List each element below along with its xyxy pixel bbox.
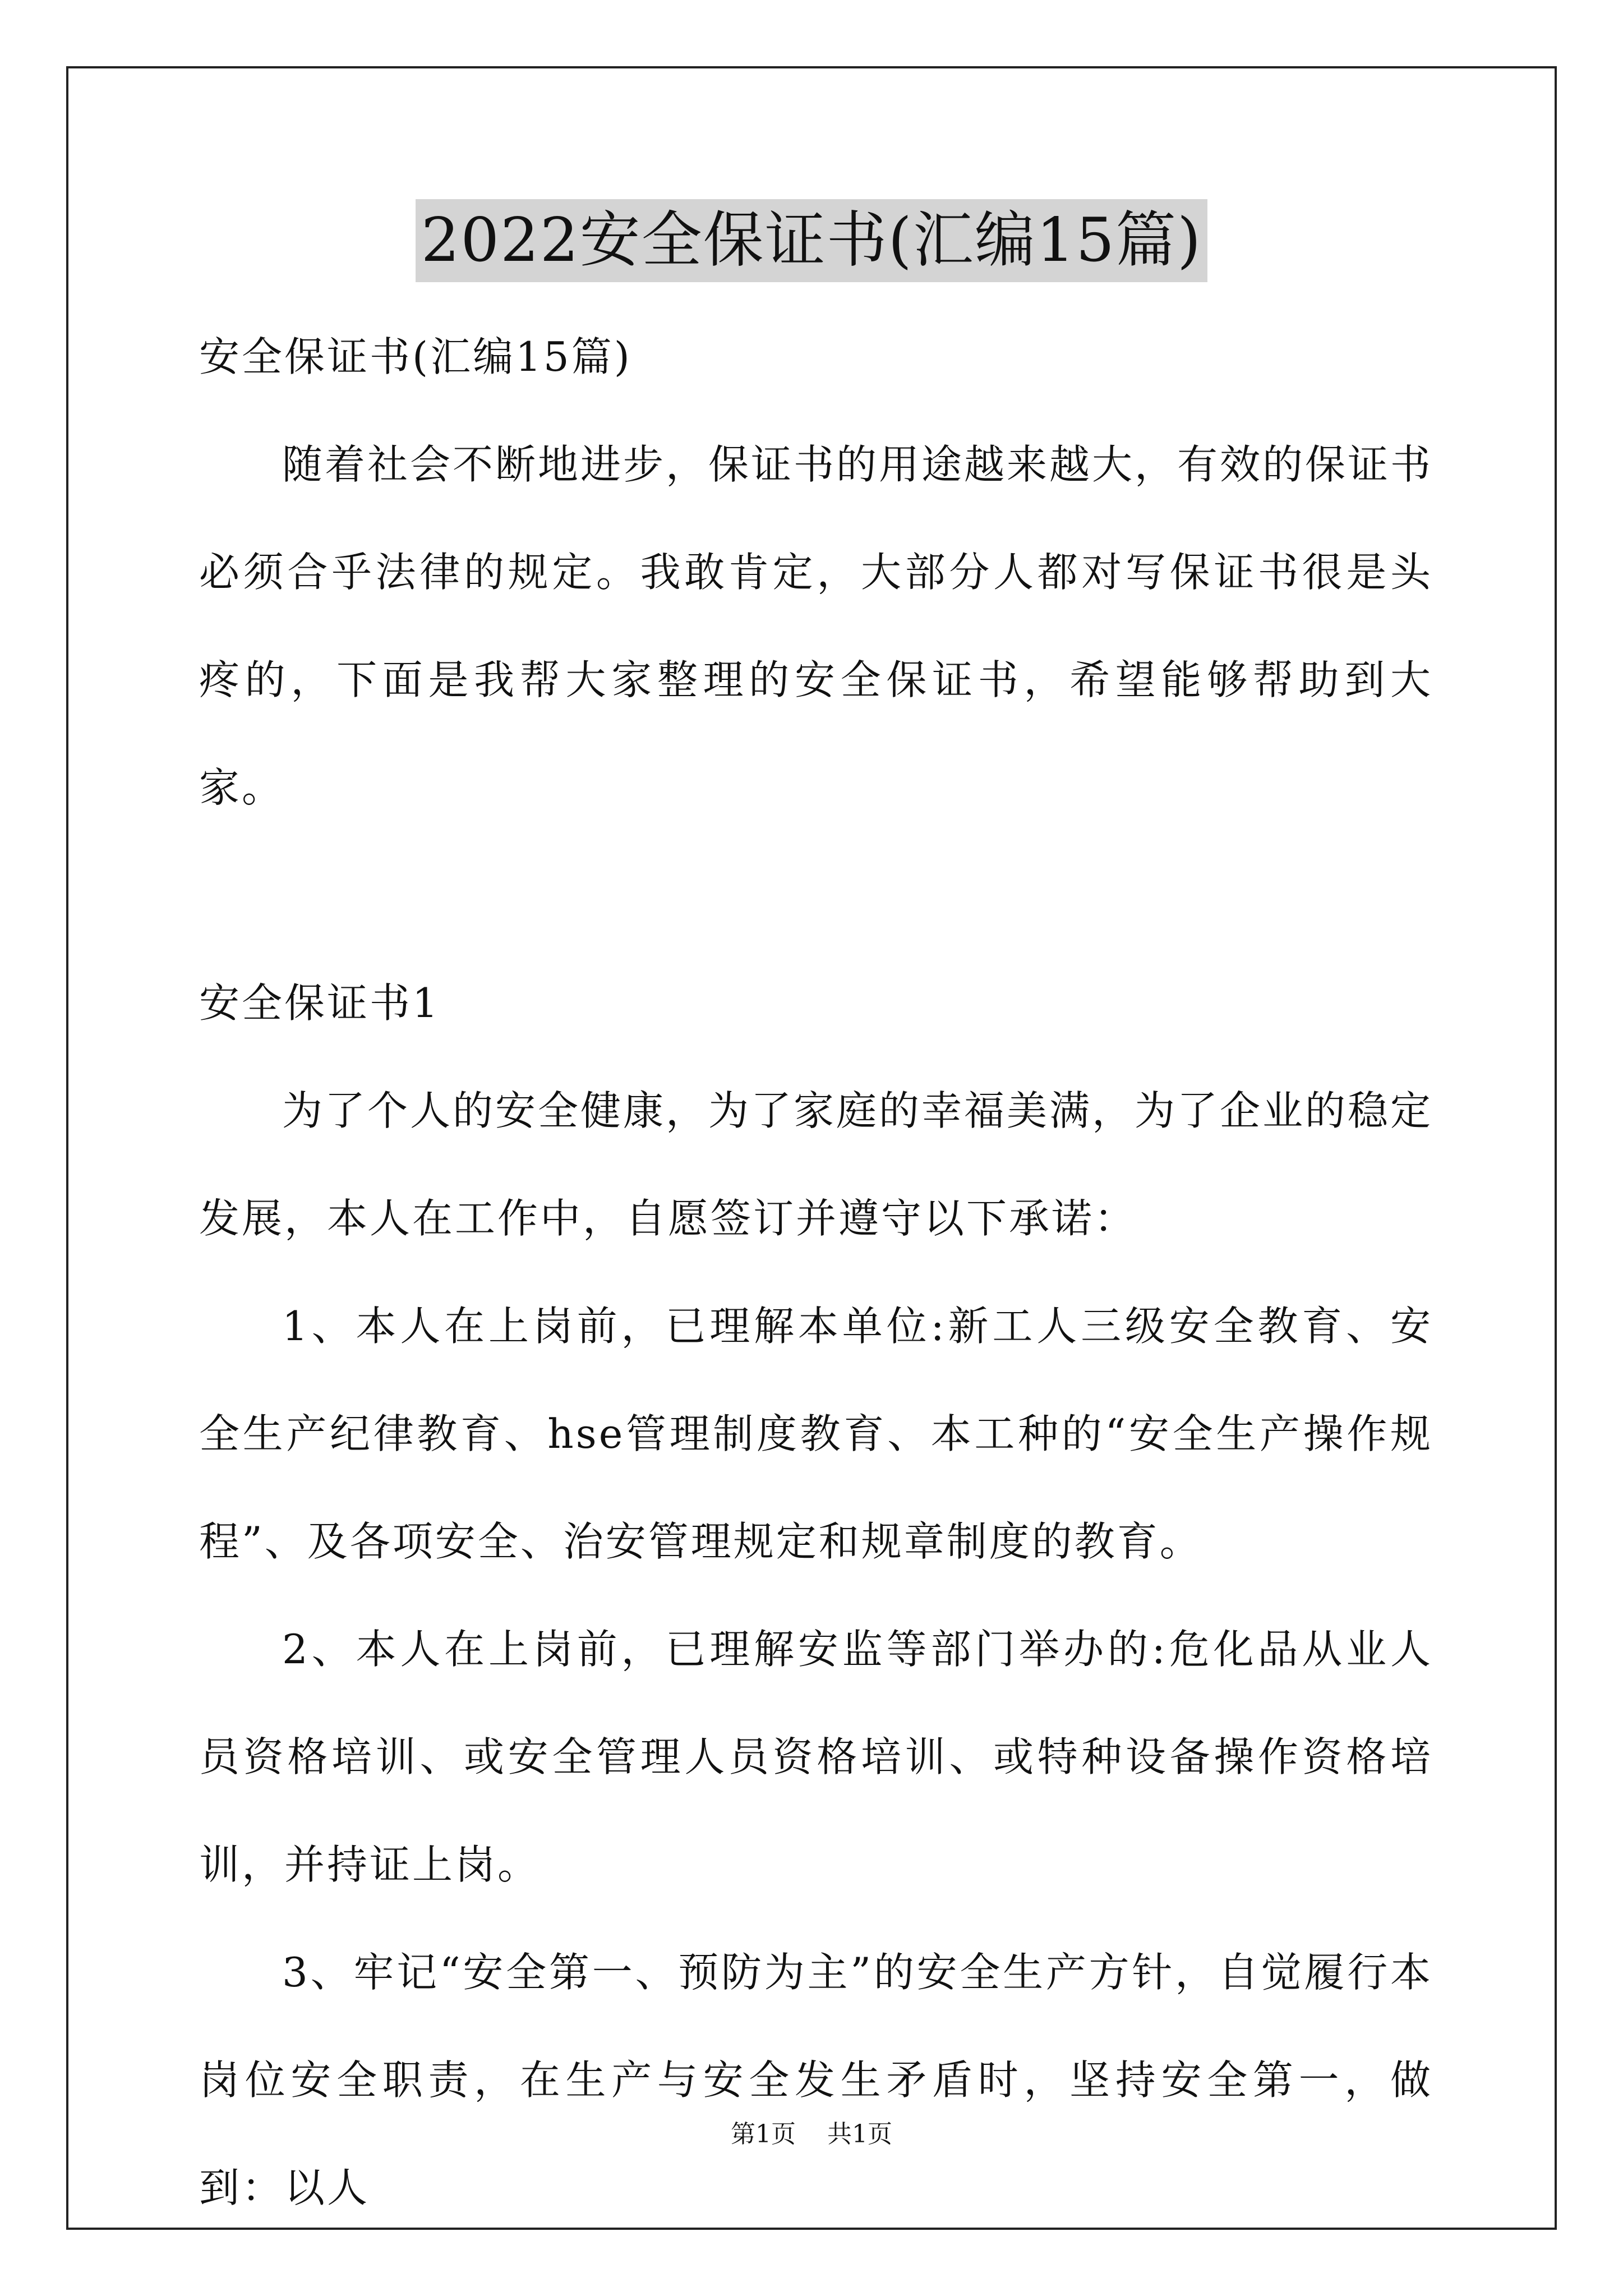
document-subtitle: 安全保证书(汇编15篇) xyxy=(199,333,632,380)
paragraph-item-1: 1、本人在上岗前，已理解本单位:新工人三级安全教育、安全生产纪律教育、hse管理制度教育、本工种的“安全生产操作规程”、及各项安全、治安管理规定和规章制度的教育。 xyxy=(199,1303,1433,1565)
page-footer xyxy=(0,2118,1623,2151)
section-heading: 安全保证书1 xyxy=(199,979,440,1027)
page-number: 第1页 xyxy=(731,2120,796,2148)
paragraph-pledge-intro: 为了个人的安全健康，为了家庭的幸福美满，为了企业的稳定发展，本人在工作中，自愿签订并遵守以下承诺： xyxy=(199,1087,1433,1242)
document-title: 2022安全保证书(汇编15篇) xyxy=(416,199,1208,282)
paragraph-item-3: 3、牢记“安全第一、预防为主”的安全生产方针，自觉履行本岗位安全职责，在生产与安全发生矛盾时，坚持安全第一，做到：以人 xyxy=(199,1949,1433,2211)
document-body xyxy=(199,303,1433,2242)
paragraph-item-2: 2、本人在上岗前，已理解安监等部门举办的:危化品从业人员资格培训、或安全管理人员资格培训、或特种设备操作资格培训，并持证上岗。 xyxy=(199,1626,1433,1888)
page-total: 共1页 xyxy=(827,2120,892,2148)
intro-paragraph: 随着社会不断地进步，保证书的用途越来越大，有效的保证书必须合乎法律的规定。我敢肯定，大部分人都对写保证书很是头疼的，下面是我帮大家整理的安全保证书，希望能够帮助到大家。 xyxy=(199,441,1433,811)
blank-line xyxy=(199,841,1433,949)
title-container xyxy=(0,199,1623,282)
